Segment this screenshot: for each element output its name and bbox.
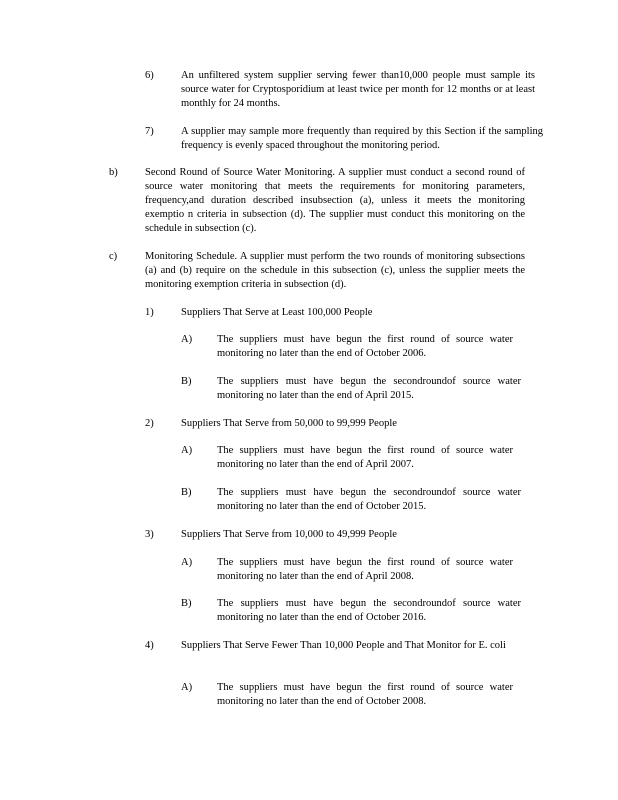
item-c2-A-label: A) — [181, 445, 193, 456]
item-c2-B-text: The suppliers must have begun the secondroundof source water monitoring no later than the end of October 2015. — [217, 487, 521, 512]
item-c2-B-label: B) — [181, 487, 192, 498]
item-c2-A-text: The suppliers must have begun the first round of source water monitoring no later than the end of April 2007. — [217, 445, 513, 470]
item-c1-B-label: B) — [181, 376, 192, 387]
item-c3-B — [181, 597, 531, 627]
item-c4-A-label: A) — [181, 682, 193, 693]
item-c1-A-text: The suppliers must have begun the first round of source water monitoring no later than the end of October 2006. — [217, 334, 513, 359]
item-a6 — [145, 69, 545, 113]
item-c3-B-text: The suppliers must have begun the secondroundof source water monitoring no later than the end of October 2016. — [217, 598, 521, 623]
item-c1-label: 1) — [145, 307, 154, 318]
item-c3 — [145, 528, 545, 544]
item-c4-heading: Suppliers That Serve Fewer Than 10,000 People and That Monitor for E. coli — [181, 640, 506, 651]
item-c2 — [145, 417, 545, 433]
item-a6-text: An unfiltered system supplier serving fewer than10,000 people must sample its source water for Cryptosporidium at least twice per month for 12 months or at least monthly for 24 months. — [181, 70, 535, 109]
item-c4-A — [181, 681, 531, 711]
item-c1-A — [181, 333, 531, 363]
item-c1-B — [181, 375, 531, 405]
item-a7 — [145, 125, 545, 155]
item-c4 — [145, 639, 545, 669]
item-a6-label: 6) — [145, 70, 154, 81]
item-c3-label: 3) — [145, 529, 154, 540]
item-c1-A-label: A) — [181, 334, 193, 345]
item-c — [109, 250, 539, 294]
item-c2-label: 2) — [145, 418, 154, 429]
item-c2-B — [181, 486, 531, 516]
item-b-text: Second Round of Source Water Monitoring. A supplier must conduct a second round of source water monitoring that meets the requirements for monitoring parameters, frequency,and duration described insubsection (a), unless it meets the monitoring exemptio n criteria in subsection (d). The supplier must conduct this monitoring on the schedule in subsection (c). — [145, 167, 525, 234]
item-a7-label: 7) — [145, 126, 154, 137]
item-c3-heading: Suppliers That Serve from 10,000 to 49,999 People — [181, 529, 397, 540]
item-a7-text: A supplier may sample more frequently than required by this Section if the sampling frequency is evenly spaced throughout the monitoring period. — [181, 126, 543, 151]
item-c4-label: 4) — [145, 640, 154, 651]
item-c2-heading: Suppliers That Serve from 50,000 to 99,999 People — [181, 418, 397, 429]
item-b-label: b) — [109, 167, 118, 178]
item-c1 — [145, 306, 545, 322]
item-c3-A-text: The suppliers must have begun the first round of source water monitoring no later than the end of April 2008. — [217, 557, 513, 582]
item-c3-B-label: B) — [181, 598, 192, 609]
item-c1-heading: Suppliers That Serve at Least 100,000 People — [181, 307, 373, 318]
item-c-text: Monitoring Schedule. A supplier must perform the two rounds of monitoring subsections (a) and (b) require on the schedule in this subsection (c), unless the supplier meets the monitoring exemption criteria in subsection (d). — [145, 251, 525, 290]
item-c3-A-label: A) — [181, 557, 193, 568]
item-b — [109, 166, 539, 238]
item-c2-A — [181, 444, 531, 474]
item-c-label: c) — [109, 251, 118, 262]
item-c3-A — [181, 556, 531, 586]
item-c1-B-text: The suppliers must have begun the secondroundof source water monitoring no later than the end of April 2015. — [217, 376, 521, 401]
item-c4-A-text: The suppliers must have begun the first round of source water monitoring no later than the end of October 2008. — [217, 682, 513, 707]
